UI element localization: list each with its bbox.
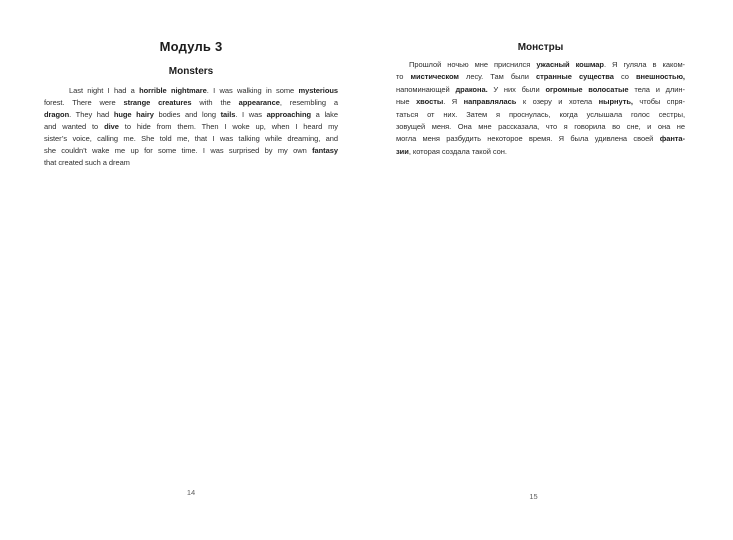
text-line: зии, которая создала такой сон. bbox=[396, 146, 507, 156]
text-line: то мистическом лесу. Там были странные существа со внешностью, bbox=[396, 72, 685, 82]
english-text-paragraph bbox=[44, 85, 338, 169]
right-page-number: 15 bbox=[529, 492, 538, 501]
text-line: she couldn’t wake me up for some time. I was surprised by my own fantasy bbox=[44, 146, 338, 155]
text-line: forest. There were strange creatures with the appearance, resembling a bbox=[44, 98, 339, 107]
text-line: Last night I had a horrible nightmare. I was walking in some mysterious bbox=[69, 86, 339, 95]
right-page bbox=[396, 0, 685, 540]
text-line: and wanted to dive to hide from them. Then I woke up, when I heard my bbox=[44, 122, 338, 131]
left-page-number: 14 bbox=[186, 488, 196, 497]
text-line: that created such a dream bbox=[44, 158, 130, 167]
text-line: зовущей меня. Она мне рассказала, что я говорила во сне, и она не bbox=[396, 122, 685, 132]
left-page bbox=[44, 0, 338, 540]
text-line: напоминающей дракона. У них были огромные волосатые тела и длин- bbox=[396, 84, 685, 94]
text-line: dragon. They had huge hairy bodies and long tails. I was approaching a lake bbox=[44, 110, 339, 119]
russian-text-paragraph bbox=[396, 59, 685, 158]
text-line: могла меня разбудить некоторое время. Я была удивлена своей фанта- bbox=[396, 134, 685, 144]
text-line: ные хвосты. Я направлялась к озеру и хотела нырнуть, чтобы спря- bbox=[396, 97, 685, 107]
lesson-title-english: Monsters bbox=[168, 66, 214, 77]
text-line: sister’s voice, calling me. She told me, that I was talking while dreaming, and bbox=[44, 134, 338, 143]
text-line: таться от них. Затем я проснулась, когда услышала голос сестры, bbox=[396, 109, 685, 119]
text-line: Прошлой ночью мне приснился ужасный кошмар. Я гуляла в каком- bbox=[409, 60, 686, 69]
module-title: Модуль 3 bbox=[159, 39, 223, 54]
lesson-title-russian: Монстры bbox=[517, 42, 564, 53]
